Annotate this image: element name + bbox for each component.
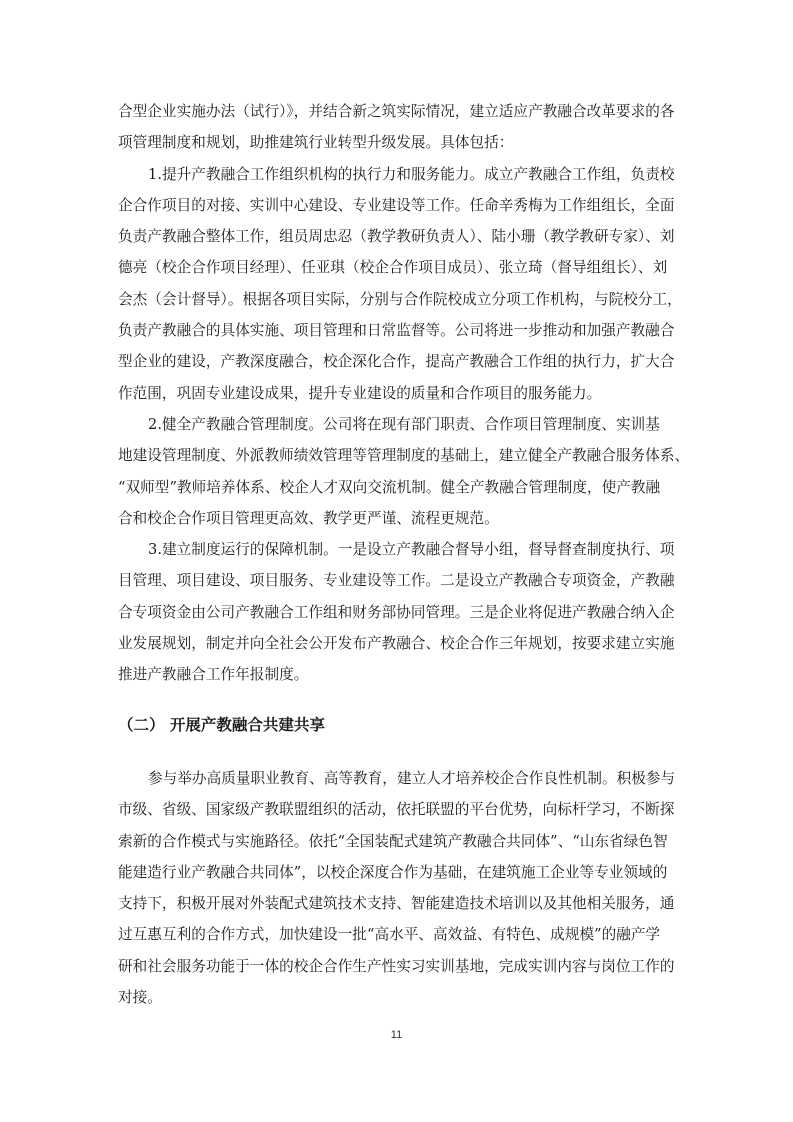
page-number: 11 <box>390 1029 403 1041</box>
section2-line: 参与举办高质量职业教育、高等教育，建立人才培养校企合作良性机制。积极参与 <box>148 770 676 787</box>
item2-line: 2.健全产教融合管理制度。公司将在现有部门职责、合作项目管理制度、实训基 <box>148 415 660 433</box>
item1-line: 负责产教融合的具体实施、项目管理和日常监督等。公司将进一步推动和加强产教融合 <box>118 322 675 340</box>
section-heading: （二） 开展产教融合共建共享 <box>118 716 325 734</box>
item1-line: 德亮（校企合作项目经理）、任亚琪（校企合作项目成员）、张立琦（督导组组长）、刘 <box>118 259 668 277</box>
section2-line: 市级、省级、国家级产教联盟组织的活动，依托联盟的平台优势，向标杆学习，不断探 <box>118 801 675 819</box>
body-text-top <box>118 96 690 691</box>
item1-line: 负责产教融合整体工作，组员周忠忍（教学教研负责人）、陆小珊（教学教研专家）、刘 <box>118 228 675 246</box>
intro-line: 项管理制度和规划，助推建筑行业转型升级发展。具体包括： <box>118 134 514 152</box>
section2-line: 索新的合作模式与实施路径。依托“全国装配式建筑产教融合共同体”、“山东省绿色智 <box>118 832 668 850</box>
item1-line: 型企业的建设，产教深度融合，校企深化合作，提高产教融合工作组的执行力，扩大合 <box>118 353 675 371</box>
item1-line: 企合作项目的对接、实训中心建设、专业建设等工作。任命辛秀梅为工作组组长，全面 <box>118 196 675 214</box>
item3-line: 目管理、项目建设、项目服务、专业建设等工作。二是设立产教融合专项资金，产教融 <box>118 572 675 590</box>
section2-line: 支持下，积极开展对外装配式建筑技术支持、智能建造技术培训以及其他相关服务，通 <box>118 895 675 913</box>
intro-line: 合型企业实施办法（试行）》，并结合新之筑实际情况，建立适应产教融合改革要求的各 <box>118 103 675 120</box>
item2-line: “双师型”教师培养体系、校企人才双向交流机制。健全产教融合管理制度，使产教融 <box>118 478 661 496</box>
section2-line: 过互惠互利的合作方式，加快建设一批“高水平、高效益、有特色、成规模”的融产学 <box>118 926 661 944</box>
section2-line: 能建造行业产教融合共同体”，以校企深度合作为基础，在建筑施工企业等专业领域的 <box>118 863 668 881</box>
item3-line: 推进产教融合工作年报制度。 <box>118 666 309 684</box>
body-text-section2 <box>118 763 684 1013</box>
item3-line: 业发展规划，制定并向全社会公开发布产教融合、校企合作三年规划，按要求建立实施 <box>118 635 675 653</box>
item1-line: 会杰（会计督导）。根据各项目实际，分别与合作院校成立分项工作机构，与院校分工， <box>118 290 682 308</box>
item1-line: 1.提升产教融合工作组织机构的执行力和服务能力。成立产教融合工作组，负责校 <box>148 165 675 183</box>
item3-line: 3.建立制度运行的保障机制。一是设立产教融合督导小组，督导督查制度执行、项 <box>148 541 675 559</box>
item2-line: 地建设管理制度、外派教师绩效管理等管理制度的基础上，建立健全产教融合服务体系、 <box>118 447 690 465</box>
section2-line: 对接。 <box>118 989 162 1007</box>
item1-line: 作范围，巩固专业建设成果，提升专业建设的质量和合作项目的服务能力。 <box>118 384 602 402</box>
item2-line: 合和校企合作项目管理更高效、教学更严谨、流程更规范。 <box>118 509 499 527</box>
item3-line: 合专项资金由公司产教融合工作组和财务部协同管理。三是企业将促进产教融合纳入企 <box>118 603 675 621</box>
section2-line: 研和社会服务功能于一体的校企合作生产性实习实训基地，完成实训内容与岗位工作的 <box>118 957 675 975</box>
